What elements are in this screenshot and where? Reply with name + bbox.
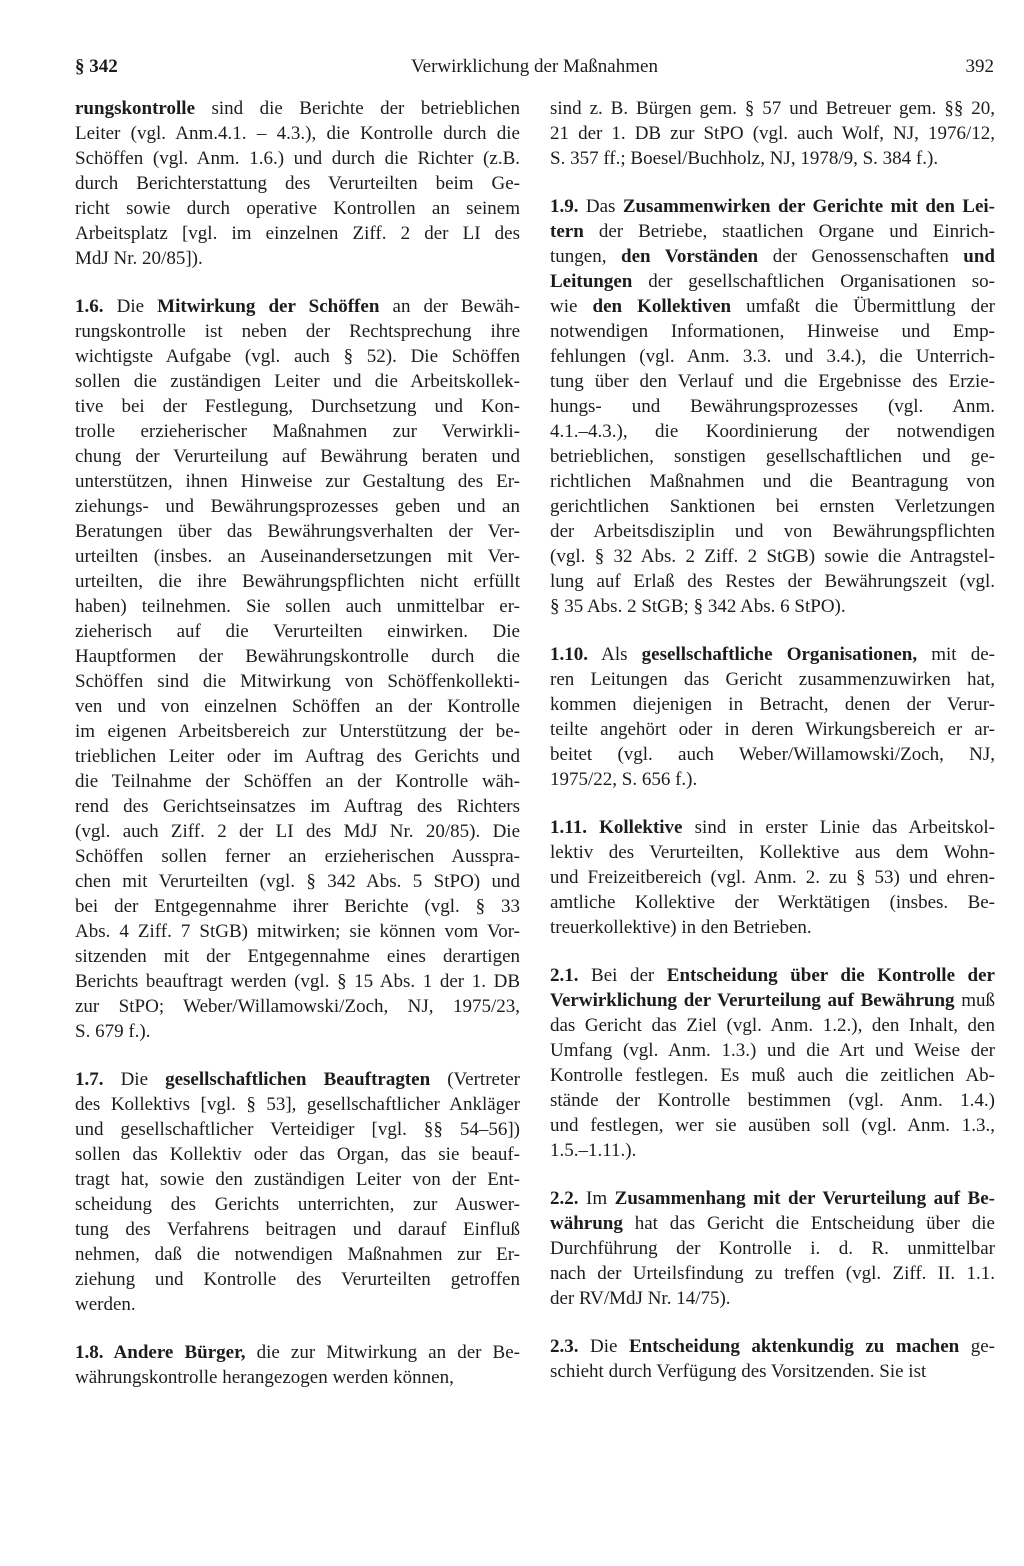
text-line: trieblichen Leiter oder im Auftrag des Gerichts und [75,746,520,767]
paragraph [75,1340,520,1390]
text-line: und Freizeitbereich (vgl. Anm. 2. zu § 53) und ehren- [550,867,995,888]
text-line: sind z. B. Bürgen gem. § 57 und Betreuer gem. §§ 20, [550,98,995,119]
text-line: notwendigen Informationen, Hinweise und Emp- [550,321,995,342]
text-line: tive bei der Festlegung, Durchsetzung und Kon- [75,396,520,417]
text-line: tern der Betriebe, staatlichen Organe und Einrich- [550,221,995,242]
text-line: sitzenden mit der Entgegennahme eines derartigen [75,946,520,967]
text-line: kommen diejenigen in Betracht, denen der Verur- [550,694,995,715]
text-line: währung hat das Gericht die Entscheidung über die [550,1213,995,1234]
text-line: die Teilnahme der Schöffen an der Kontrolle wäh- [75,771,520,792]
text-line: 2.1. Bei der Entscheidung über die Kontrolle der [550,965,995,986]
text-line: zieherisch auf die Verurteilten einwirken. Die [75,621,520,642]
text-line: Leiter (vgl. Anm.4.1. – 4.3.), die Kontrolle durch die [75,123,520,144]
text-line: ziehungs- und Bewährungsprozesses geben und an [75,496,520,517]
paragraph-gap [75,1044,520,1067]
text-line: Kontrolle festlegen. Es muß auch die zeitlichen Ab- [550,1065,995,1086]
text-line: 2.2. Im Zusammenhang mit der Verurteilung auf Be- [550,1188,995,1209]
text-line: Schöffen sind die Mitwirkung von Schöffenkollekti- [75,671,520,692]
text-line: werden. [75,1294,136,1315]
text-line: stände der Kontrolle bestimmen (vgl. Anm. 1.4.) [550,1090,995,1111]
text-line: Durchführung der Kontrolle i. d. R. unmittelbar [550,1238,995,1259]
text-line: sollen die zuständigen Leiter und die Arbeitskollek- [75,371,520,392]
text-line: lung auf Erlaß des Restes der Bewährungszeit (vgl. [550,571,995,592]
text-line: rend des Gerichtseinsatzes im Auftrag des Richters [75,796,520,817]
paragraph [550,194,995,619]
text-line: richt sowie durch operative Kontrollen an seinem [75,198,520,219]
text-line: unterstützen, ihnen Hinweise zur Gestaltung des Er- [75,471,520,492]
text-line: trolle erzieherischer Maßnahmen zur Verwirkli- [75,421,520,442]
paragraph-gap [550,1163,995,1186]
text-line: amtliche Kollektive der Werktätigen (insbes. Be- [550,892,995,913]
text-line: 1.9. Das Zusammenwirken der Gerichte mit den Lei- [550,196,995,217]
text-line: fehlungen (vgl. Anm. 3.3. und 3.4.), die Unterrich- [550,346,995,367]
text-line: ven und von einzelnen Schöffen an der Kontrolle [75,696,520,717]
left-column [75,96,520,1390]
paragraph-gap [75,1317,520,1340]
paragraph [550,815,995,940]
text-line: des Kollektivs [vgl. § 53], gesellschaftlicher Ankläger [75,1094,520,1115]
paragraph-gap [75,271,520,294]
text-line: (vgl. § 32 Abs. 2 Ziff. 2 StGB) sowie die Antragstel- [550,546,995,567]
text-line: Leitungen der gesellschaftlichen Organisationen so- [550,271,995,292]
text-line: (vgl. auch Ziff. 2 der LI des MdJ Nr. 20/85). Die [75,821,520,842]
text-line: 1.10. Als gesellschaftliche Organisationen, mit de- [550,644,995,665]
text-line: treuerkollektive) in den Betrieben. [550,917,812,938]
text-line: § 35 Abs. 2 StGB; § 342 Abs. 6 StPO). [550,596,846,617]
text-line: tragt hat, sowie den zuständigen Leiter von der Ent- [75,1169,520,1190]
text-line: S. 357 ff.; Boesel/Buchholz, NJ, 1978/9, S. 384 f.). [550,148,939,169]
page-header [75,52,994,82]
right-column [550,96,995,1384]
text-line: wichtigste Aufgabe (vgl. auch § 52). Die Schöffen [75,346,520,367]
text-line: währungskontrolle herangezogen werden können, [75,1367,454,1388]
text-line: zur StPO; Weber/Willamowski/Zoch, NJ, 1975/23, [75,996,520,1017]
text-line: MdJ Nr. 20/85]). [75,248,203,269]
paragraph [75,1067,520,1317]
text-line: und gesellschaftlicher Verteidiger [vgl. §§ 54–56]) [75,1119,520,1140]
text-line: betrieblichen, sonstigen gesellschaftlichen und ge- [550,446,995,467]
text-line: der Arbeitsdisziplin und von Bewährungspflichten [550,521,995,542]
text-line: 1975/22, S. 656 f.). [550,769,698,790]
paragraph [550,96,995,171]
text-line: hungs- und Bewährungsprozesses (vgl. Anm. [550,396,995,417]
text-line: 2.3. Die Entscheidung aktenkundig zu machen ge- [550,1336,995,1357]
text-line: richtlichen Maßnahmen und die Beantragung von [550,471,995,492]
text-line: Schöffen sollen ferner an erzieherischen Ausspra- [75,846,520,867]
text-line: haben) teilnehmen. Sie sollen auch unmittelbar er- [75,596,520,617]
text-line: im eigenen Arbeitsbereich zur Unterstützung der be- [75,721,520,742]
text-line: 1.8. Andere Bürger, die zur Mitwirkung an der Be- [75,1342,520,1363]
paragraph-gap [550,1311,995,1334]
text-line: wie den Kollektiven umfaßt die Übermittlung der [550,296,995,317]
running-title: Verwirklichung der Maßnahmen [411,56,658,77]
text-line: 1.11. Kollektive sind in erster Linie das Arbeitskol- [550,817,996,838]
text-line: Hauptformen der Bewährungskontrolle durch die [75,646,520,667]
text-line: 1.6. Die Mitwirkung der Schöffen an der Bewäh- [75,296,521,317]
text-line: gerichtlichen Sanktionen bei ernsten Verletzungen [550,496,995,517]
text-line: tung über den Verlauf und die Ergebnisse des Erzie- [550,371,995,392]
text-line: Beratungen über das Bewährungsverhalten der Ver- [75,521,520,542]
text-line: tung des Verfahrens beitragen und darauf Einfluß [75,1219,520,1240]
text-line: der RV/MdJ Nr. 14/75). [550,1288,731,1309]
text-line: urteilten, die ihre Bewährungspflichten nicht erfüllt [75,571,520,592]
text-line: 21 der 1. DB zur StPO (vgl. auch Wolf, NJ, 1976/12, [550,123,995,144]
text-line: chen mit Verurteilten (vgl. § 342 Abs. 5 StPO) und [75,871,520,892]
paragraph-gap [550,619,995,642]
text-line: chung der Verurteilung auf Bewährung beraten und [75,446,520,467]
paragraph [550,963,995,1163]
paragraph-gap [550,792,995,815]
text-line: scheidung des Gerichts unterrichten, zur Auswer- [75,1194,520,1215]
paragraph [75,96,520,271]
paragraph [550,642,995,792]
text-line: rungskontrolle sind die Berichte der betrieblichen [75,98,520,119]
paragraph [550,1186,995,1311]
section-number: § 342 [75,56,118,77]
text-line: Schöffen (vgl. Anm. 1.6.) und durch die Richter (z.B. [75,148,520,169]
text-line: teilte angehört oder in deren Wirkungsbereich er ar- [550,719,995,740]
text-line: und festlegen, wer sie ausüben soll (vgl. Anm. 1.3., [550,1115,995,1136]
text-line: schieht durch Verfügung des Vorsitzenden. Sie ist [550,1361,927,1382]
text-line: beitet (vgl. auch Weber/Willamowski/Zoch, NJ, [550,744,995,765]
page-number: 392 [965,56,994,77]
text-line: bei der Entgegennahme ihrer Berichte (vgl. § 33 [75,896,520,917]
text-line: Arbeitsplatz [vgl. im einzelnen Ziff. 2 der LI des [75,223,520,244]
text-line: durch Berichterstattung des Verurteilten beim Ge- [75,173,520,194]
text-line: nach der Urteilsfindung zu treffen (vgl. Ziff. II. 1.1. [550,1263,995,1284]
text-line: Berichts beauftragt werden (vgl. § 15 Abs. 1 der 1. DB [75,971,520,992]
text-line: rungskontrolle ist neben der Rechtsprechung ihre [75,321,520,342]
text-line: Umfang (vgl. Anm. 1.3.) und die Art und Weise der [550,1040,995,1061]
text-line: Verwirklichung der Verurteilung auf Bewährung muß [550,990,995,1011]
text-line: Abs. 4 Ziff. 7 StGB) mitwirken; sie können vom Vor- [75,921,520,942]
text-line: nehmen, daß die notwendigen Maßnahmen zur Er- [75,1244,520,1265]
text-line: tungen, den Vorständen der Genossenschaften und [550,246,995,267]
text-line: ziehung und Kontrolle des Verurteilten getroffen [75,1269,520,1290]
text-line: 4.1.–4.3.), die Koordinierung der notwendigen [550,421,995,442]
paragraph [550,1334,995,1384]
paragraph [75,294,520,1044]
text-line: urteilten (insbes. an Auseinandersetzungen mit Ver- [75,546,520,567]
text-line: lektiv des Verurteilten, Kollektive aus dem Wohn- [550,842,995,863]
text-line: sollen das Kollektiv oder das Organ, das sie beauf- [75,1144,520,1165]
text-line: S. 679 f.). [75,1021,151,1042]
text-line: 1.5.–1.11.). [550,1140,637,1161]
text-line: ren Leitungen das Gericht zusammenzuwirken hat, [550,669,995,690]
paragraph-gap [550,940,995,963]
text-line: 1.7. Die gesellschaftlichen Beauftragten (Vertreter [75,1069,521,1090]
text-line: das Gericht das Ziel (vgl. Anm. 1.2.), den Inhalt, den [550,1015,995,1036]
paragraph-gap [550,171,995,194]
